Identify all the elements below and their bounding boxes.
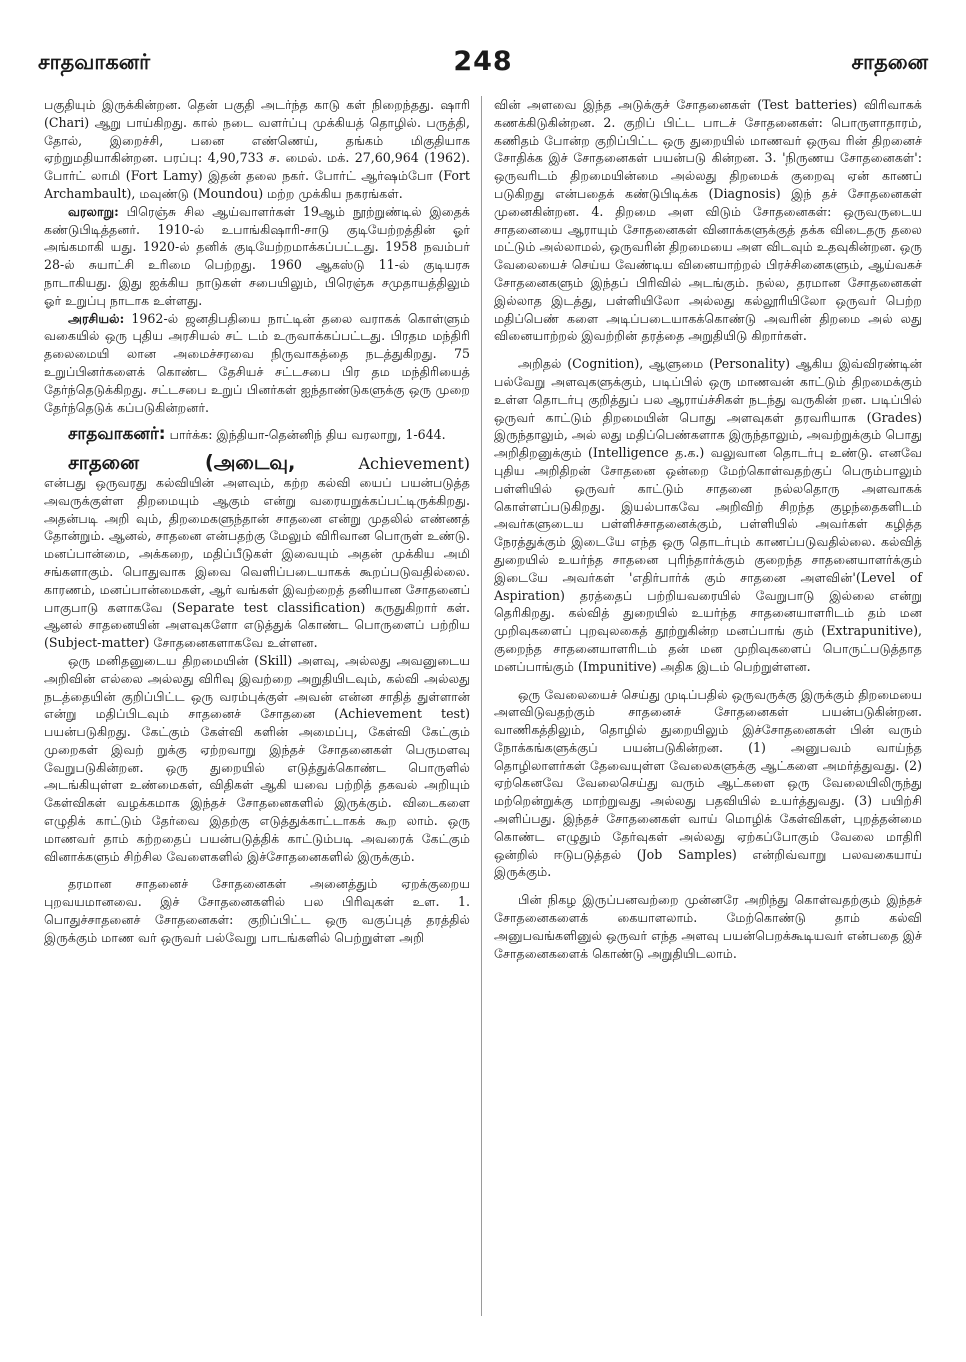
- paragraph: என்பது ஒருவரது கல்வியின் அளவும், கற்ற கல்வி யைப் பயன்படுத்த அவருக்குள்ள திறமையும் ஆகும் என்று வரையறுக்கப்பட்டிருக்கிறது. அதன்படி அறி வும், திறமைகளுந்தான் சாதனை என்று முதலில் எண்ணத் தோன்றும். ஆனல், சாதனை என்பதற்கு மேலும் விரிவான பொருள் உண்டு. மனப்பான்மை, அக்கறை, மதிப்பீடுகள் இவையும் அதன் முக்கிய அமி சங்களாகும். பொதுவாக இவை வெளிப்படையாகக் கூறப்படுவதில்லை. காரணம், மனப்பான்மைகள், ஆர் வங்கள் இவற்றைத் தனியான சோதனைப் பாகுபாடு களாகவே (Separate test classification) கருதுகிறார் கள். ஆனல் சாதனையின் அளவுகளோ எடுத்துக் கொண்ட பொருளைப் பற்றிய (Subject-matter) சோதனைகளாகவே உள்ளன.: [44, 474, 470, 651]
- paragraph: பின் நிகழ இருப்பனவற்றை முன்னரே அறிந்து கொள்வதற்கும் இந்தச் சோதனைகளைக் கையாளலாம். மேற்கொண்டு தாம் கல்வி அனுபவங்களினுல் ஒருவர் எந்த அளவு பயன்பெறக்கூடியவர் என்பதை இச் சோதனைகளைக் கொண்டு அறுதியிடலாம்.: [494, 892, 922, 961]
- running-head-left: சாதவாகனர்: [38, 50, 151, 74]
- entry-english-term: Achievement): [358, 454, 470, 474]
- entry-sathanai-heading: [44, 451, 470, 475]
- left-column: [44, 96, 470, 947]
- paragraph: தரமான சாதனைச் சோதனைகள் அனைத்தும் ஏறக்குறைய புறவயமானவை. இச் சோதனைகளில் பல பிரிவுகள் உள. 1. பொதுச்சாதனைச் சோதனைகள்: குறிப்பிட்ட ஒரு வகுப்புத் தரத்தில் இருக்கும் மாண வர் ஒருவர் பல்வேறு பாடங்களில் பெற்றுள்ள அறி: [44, 876, 470, 945]
- entry-satavahanar: [44, 426, 470, 444]
- paragraph: ஒரு வேலையைச் செய்து முடிப்பதில் ஒருவருக்கு இருக்கும் திறமையை அளவிடுவதற்கும் சாதனைச் சோதனைகள் பயன்படுகின்றன. வாணிகத்திலும், தொழில் துறையிலும் இச்சோதனைகள் பின் வரும் நோக்கங்களுக்குப் பயன்படுகின்றன. (1) அனுபவம் வாய்ந்த தொழிலாளர்கள் தேவையுள்ள வேலைகளுக்கு ஆட்களை அமர்த்துவது. (2) ஏற்கெனவே வேலைசெய்து வரும் ஆட்களை ஒரு வேலையிலிருந்து மற்றென்றுக்கு மாற்றுவது அல்லது பதவியில் உயர்த்துவது. (3) பயிற்சி அளிப்பது. இந்தச் சோதனைகள் வாய் மொழிக் கேள்விகள், புறத்தன்மை கொண்ட எழுதும் தேர்வுகள் அல்லது ஏற்கப்போகும் வேலை மாதிரி ஒன்றில் ஈடுபடுத்தல் (Job Samples) என்றிவ்வாறு பலவகையாய் இருக்கும்.: [494, 686, 922, 880]
- entry-headword: சாதனை (அடைவு,: [68, 451, 296, 475]
- paragraph: வின் அளவை இந்த அடுக்குச் சோதனைகள் (Test batteries) விரிவாகக் கணக்கிடுகின்றன. 2. குறிப் பிட்ட பாடச் சோதனைகள்: பொருளாதாரம், கணிதம் போன்ற குறிப்பிட்ட ஒரு துறையில் மாணவர் ஒருவ ரின் திறனைச் சோதிக்க இச் சோதனைகள் பயன்படு கின்றன. 3. 'நிருணய சோதனைகள்': ஒருவரிடம் திறமையின்மை அல்லது திறமைக் குறைவு ஏன் காணப் படுகிறது என்பதைக் கண்டுபிடிக்க (Diagnosis) இந் தச் சோதனைகள் முனைகின்றன. 4. திறமை அள விடும் சோதனைகள்: ஒருவருடைய சாதனையை ஆராயும் சோதனைகள் வினாக்களுக்குத் தக்க விடைதரு தலை மட்டும் அல்லாமல், ஒருவரின் திறமையை அள விடவும் உதவுகின்றன. ஒரு வேலையைச் செய்ய வேண்டிய வினையாற்றல் பிரச்சினைகளும், ஆய்வகச் சோதனைகளும் இந்தப் பிரிவில் அடங்கும். நல்ல, தரமான சோதனைகள் இல்லாத இடத்து, பள்ளியிலோ அல்லது கல்லூரியிலோ ஒருவர் பெற்ற மதிப்பெண் களை அடிப்படையாகக்கொண்டு அவரின் திறமை அல் லது வினையாற்றல் இவற்றின் தரத்தை அறுதியிடு கிறார்கள்.: [494, 97, 922, 344]
- section-label: வரலாறு:: [68, 203, 119, 219]
- page-header: [38, 46, 928, 90]
- paragraph: பகுதியும் இருக்கின்றன. தென் பகுதி அடர்ந்த காடு கள் நிறைந்தது. ஷாரி (Chari) ஆறு பாய்கிறது. கால் நடை வளர்ப்பு முக்கியத் தொழில். பருத்தி, தோல், இறைச்சி, பனை எண்ணெய், தங்கம் மிகுதியாக ஏற்றுமதியாகின்றன. பரப்பு: 4,90,733 ச. மைல். மக். 27,60,964 (1962). போர்ட் லாமி (Fort Lamy) இதன் தலை நகர். போர்ட் ஆர்ஷம்போ (Fort Archambault), மவுண்டு (Moundou) மற்ற முக்கிய நகரங்கள்.: [44, 97, 470, 201]
- paragraph-text: 1962-ல் ஜனதிபதியை நாட்டின் தலை வராகக் கொள்ளும் வகையில் ஒரு புதிய அரசியல் சட் டம் உருவாக்கப்பட்டது. பிரதம மந்திரி தலைமையி லான அமைச்சரவை நிருவாகத்தை நடத்துகிறது. 75 உறுப்பினர்களைக் கொண்ட தேசியச் சட்டசபை பிர தம மந்திரியைத் தேர்ந்தெடுக்கிறது. சட்டசபை உறுப் பினர்கள் ஐந்தாண்டுகளுக்கு ஒரு முறை தேர்ந்தெடுக் கப்படுகின்றனர்.: [44, 310, 470, 415]
- right-column: [494, 96, 922, 962]
- running-head-right: சாதனை: [851, 50, 928, 74]
- paragraph-text: பிரெஞ்சு சில ஆய்வாளர்கள் 19ஆம் நூற்றுண்டில் இதைக் கண்டுபிடித்தனர். 1910-ல் உபாங்கிஷாரி-சாடு குடியேற்றத்தின் ஓர் அங்கமாகி யது. 1920-ல் தனிக் குடியேற்றமாக்கப்பட்டது. 1958 நவம்பர் 28-ல் சுயாட்சி உரிமை பெற்றது. 1960 ஆகஸ்டு 11-ல் குடியரசு நாடாகியது. இது ஐக்கிய நாடுகள் சபையிலும், பிரெஞ்சு சமுதாயத்திலும் ஓர் உறுப்பு நாடாக உள்ளது.: [44, 203, 470, 308]
- paragraph-politics: [44, 310, 470, 417]
- paragraph: அறிதல் (Cognition), ஆளுமை (Personality) ஆகிய இவ்விரண்டின் பல்வேறு அளவுகளுக்கும், படிப்பில் ஒரு மாணவன் காட்டும் திறமைக்கும் உள்ள தொடர்பு குறித்துப் பல ஆராய்ச்சிகள் நடந்து வருகின் றன. படிப்பில் ஒருவர் காட்டும் திறமையின் பொது அளவுகள் தரவரியாக (Grades) இருந்தாலும், அல் லது மதிப்பெண்களாக இருந்தாலும், அவற்றுக்கும் பொது அறிதிறனுக்கும் (Intelligence த.க.) வலுவான தொடர்பு உண்டு. எனவே புதிய அறிதிறன் சோதனை ஒன்றை மேற்கொள்வதற்குப் பெரும்பாலும் பள்ளியில் ஒருவர் காட்டும் சாதனை நல்லதொரு அளவாகக் கொள்ளப்படுகிறது. இயல்பாகவே அறிவிற் சிறந்த குழந்தைகளிடம் அவர்களுடைய பள்ளிச்சாதனைக்கும், பள்ளியில் அவர்கள் கழித்த நேரத்துக்கும் இடையே எந்த ஒரு தொடர்பும் காணப்படுவதில்லை. கல்வித் துறையில் உயர்ந்த சாதனை புரிந்தார்க்கும் குறைந்த சாதனையாளர்க்கும் இடையே அவர்கள் 'எதிர்பார்க் கும் சாதனை அளவின்'(Level of Aspiration) தரத்தைப் பற்றியவரையில் வேறுபாடு இல்லை என்று தெரிகிறது. கல்வித் துறையில் உயர்ந்த சாதனையாளரிடம் தம் மன முறிவுகளைப் புறவுலகைத் தூற்றுகின்ற மனப்பாங் கும் (Extrapunitive), குறைந்த சாதனையாளரிடம் தன் மன முறிவுகளைப் பொருட்படுத்தாத மனப்பாங்கும் (Impunitive) அதிக இடம் பெற்றுள்ளன.: [494, 356, 922, 674]
- entry-cross-reference: பார்க்க: இந்தியா-தென்னிந் திய வரலாறு, 1-644.: [169, 427, 446, 443]
- paragraph-history: [44, 203, 470, 310]
- paragraph: ஒரு மனிதனுடைய திறமையின் (Skill) அளவு, அல்லது அவனுடைய அறிவின் எல்லை அல்லது விரிவு இவற்றை அறுதியிடவும், கல்வி அல்லது நடத்தையின் குறிப்பிட்ட ஒரு வரம்புக்குள் அவன் என்ன சாதித் துள்ளான் என்று மதிப்பிடவும் சாதனைச் சோதனை (Achievement test) பயன்படுகிறது. கேட்கும் கேள்வி களின் அமைப்பு, கேள்வி கேட்கும் முறைகள் இவற் றுக்கு ஏற்றவாறு இந்தச் சோதனைகள் பெருமளவு வேறுபடுகின்றன. ஒரு துறையில் எடுத்துக்கொண்ட பொருளில் அடங்கியுள்ள உண்மைகள், விதிகள் ஆகி யவை பற்றித் தகவல் அறியும் கேள்விகள் வழக்கமாக இந்தச் சோதனைகளில் இருக்கும். விடைகளை எழுதிக் காட்டும் தேர்வை இதற்கு எடுத்துக்காட்டாகக் கூற லாம். ஒரு மாணவர் தாம் கற்றதைப் பயன்படுத்திக் காட்டும்படி அவரைக் கேட்கும் வினாக்களும் சிற்சில வேளைகளில் இச்சோதனைகளில் இருக்கும்.: [44, 652, 470, 864]
- column-divider: [481, 96, 482, 1316]
- entry-headword: சாதவாகனர்:: [68, 424, 166, 445]
- page-number: 248: [453, 46, 513, 77]
- section-label: அரசியல்:: [68, 310, 125, 326]
